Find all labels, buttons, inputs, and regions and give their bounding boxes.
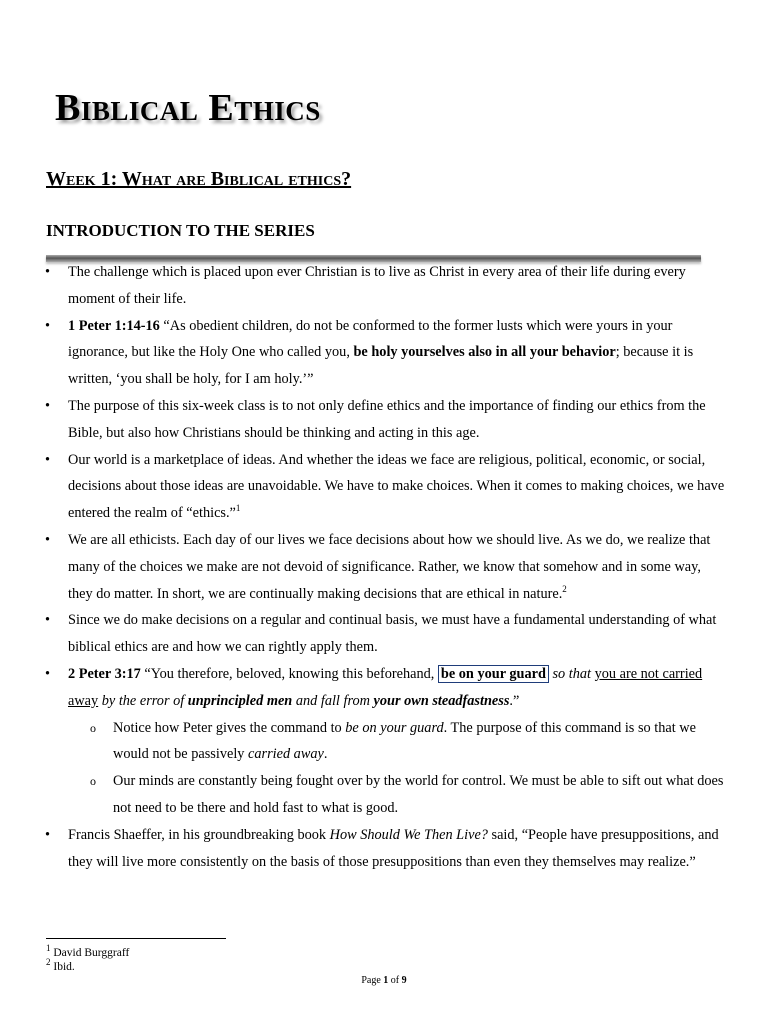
scripture-reference: 1 Peter 1:14-16 [68, 317, 160, 334]
sub-list [68, 715, 728, 822]
list-item: • Our world is a marketplace of ideas. And whether the ideas we face are religious, political, economic, or social, decisions about those ideas are unavoidable. We have to make choices. When it comes to making choices, we have entered the realm of “ethics.”$^1$ [68, 447, 728, 527]
footnote-ref: 2 [562, 583, 567, 594]
sub-list-item: o Notice how Peter gives the command to be on your guard. The purpose of this command is so that we would not be passively carried away. [68, 715, 728, 769]
book-title: How Should We Then Live? [329, 826, 488, 843]
list-item: • Francis Shaeffer, in his groundbreaking book How Should We Then Live? said, “People have presuppositions, and they will live more consistently on the basis of those presuppositions than even they themselves may realize.” [68, 822, 728, 876]
page-number: 1 [383, 975, 389, 986]
footnote: $^1$ David Burggraff [46, 943, 130, 959]
scripture-reference: 2 Peter 3:17 [68, 665, 141, 682]
page-footer: Page 1 of 9 [361, 975, 407, 986]
footnotes [46, 943, 130, 974]
list-item: • 2 Peter 3:17 “You therefore, beloved, knowing this beforehand, be on your guard so that you are not carried away by the error of unprincipled men and fall from your own steadfastness.” o Notice how Peter gives the command to be on your guard. The purpose of this command is so that we would not be passively carried away. o Our minds are constantly being fought over by the world for control. We must be able to sift out what does not need to be there and hold fast to what is good. [68, 661, 728, 822]
sub-list-item: o Our minds are constantly being fought over by the world for control. We must be able to sift out what does not need to be there and hold fast to what is good. [68, 768, 728, 822]
list-item: • Since we do make decisions on a regular and continual basis, we must have a fundamental understanding of what biblical ethics are and how we can rightly apply them. [68, 607, 728, 661]
week-heading: Week 1: What are Biblical ethics? [46, 168, 352, 190]
footnote-ref: 1 [235, 503, 241, 514]
list-item: • The purpose of this six-week class is to not only define ethics and the importance of finding our ethics from the Bible, but also how Christians should be thinking and acting in this age. [68, 393, 728, 447]
document-title: Biblical Ethics [55, 87, 321, 129]
list-item: • 1 Peter 1:14-16 “As obedient children, do not be conformed to the former lusts which were yours in your ignorance, but like the Holy One who called you, be holy yourselves also in all your behavior; because it is written, ‘you shall be holy, for I am holy.’” [68, 313, 728, 393]
highlighted-phrase: be on your guard [438, 665, 549, 683]
footnote: $^2$ Ibid. [46, 957, 75, 973]
list-item: • We are all ethicists. Each day of our lives we face decisions about how we should live. As we do, we realize that many of the choices we make are not devoid of significance. Rather, we know that somehow and in some way, they do matter. In short, we are continually making decisions that are ethical in nature.$^2$ [68, 527, 728, 607]
bullet-list [68, 259, 728, 875]
page-total: 9 [401, 975, 407, 986]
footnote-divider [46, 938, 226, 939]
list-item: • The challenge which is placed upon ever Christian is to live as Christ in every area of their life during every moment of their life. [68, 259, 728, 313]
section-heading: INTRODUCTION TO THE SERIES [46, 221, 315, 240]
